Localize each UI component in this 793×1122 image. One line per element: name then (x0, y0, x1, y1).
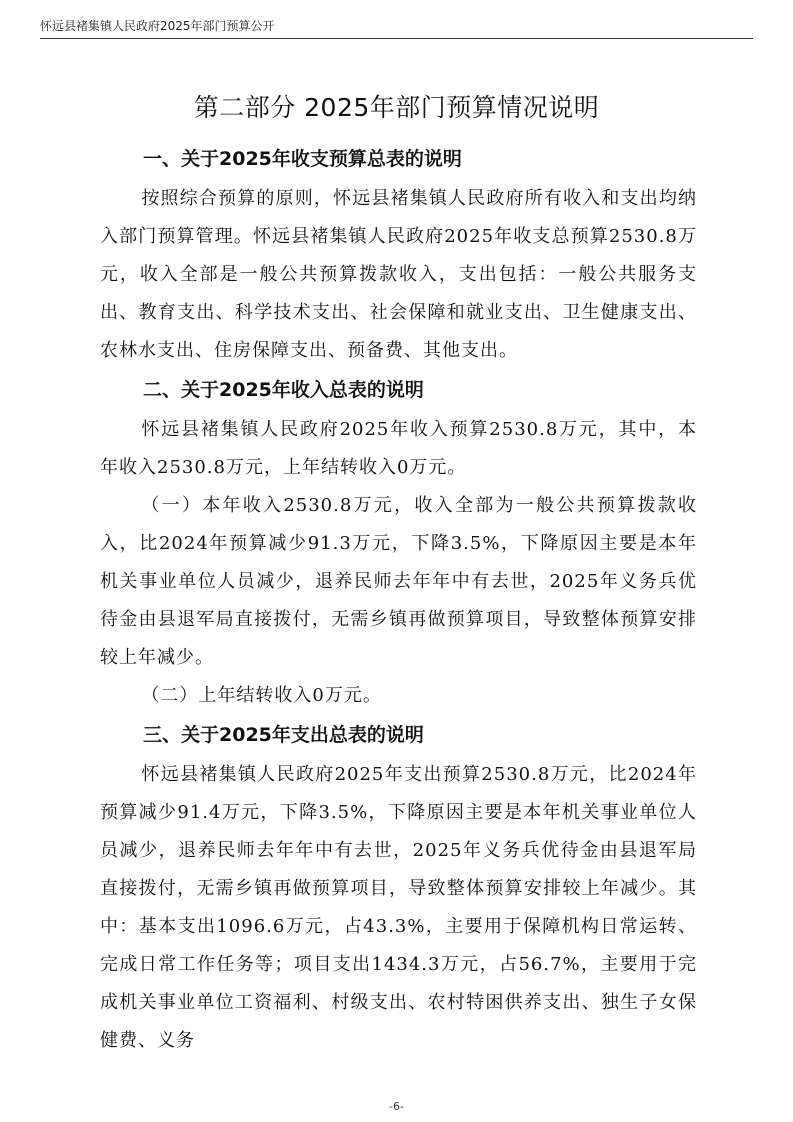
running-header: 怀远县褚集镇人民政府2025年部门预算公开 (40, 19, 275, 33)
paragraph: （一）本年收入2530.8万元，收入全部为一般公共预算拨款收入，比2024年预算减少91.3万元，下降3.5%，下降原因主要是本年机关事业单位人员减少，退养民师去年年中有去世，2025年义务兵优待金由县退军局直接拨付，无需乡镇再做预算项目，导致整体预算安排较上年减少。 (100, 495, 697, 668)
paragraph: 怀远县褚集镇人民政府2025年收入预算2530.8万元，其中，本年收入2530.8万元，上年结转收入0万元。 (100, 419, 697, 478)
paragraph: 按照综合预算的原则，怀远县褚集镇人民政府所有收入和支出均纳入部门预算管理。怀远县褚集镇人民政府2025年收支总预算2530.8万元，收入全部是一般公共预算拨款收入，支出包括：一般公共服务支出、教育支出、科学技术支出、社会保障和就业支出、卫生健康支出、农林水支出、住房保障支出、预备费、其他支出。 (100, 188, 697, 361)
section-heading: 三、关于2025年支出总表的说明 (143, 724, 424, 746)
page-number: -6- (389, 1100, 404, 1113)
section-heading: 一、关于2025年收支预算总表的说明 (143, 148, 462, 170)
section-expenditure-summary (100, 715, 697, 1060)
paragraph: 怀远县褚集镇人民政府2025年支出预算2530.8万元，比2024年预算减少91.4万元，下降3.5%，下降原因主要是本年机关事业单位人员减少，退养民师去年年中有去世，2025年义务兵优待金由县退军局直接拨付，无需乡镇再做预算项目，导致整体预算安排较上年减少。其中：基本支出1096.6万元，占43.3%，主要用于保障机构日常运转、完成日常工作任务等；项目支出1434.3万元，占56.7%，主要用于完成机关事业单位工资福利、村级支出、农村特困供养支出、独生子女保健费、义务 (100, 764, 697, 1051)
header-divider (40, 38, 753, 39)
page-title: 第二部分 2025年部门预算情况说明 (193, 93, 600, 122)
section-budget-summary (100, 139, 697, 370)
paragraph: （二）上年结转收入0万元。 (141, 685, 382, 706)
document-body (100, 139, 697, 1060)
section-income-summary (100, 370, 697, 715)
section-heading: 二、关于2025年收入总表的说明 (143, 379, 424, 401)
